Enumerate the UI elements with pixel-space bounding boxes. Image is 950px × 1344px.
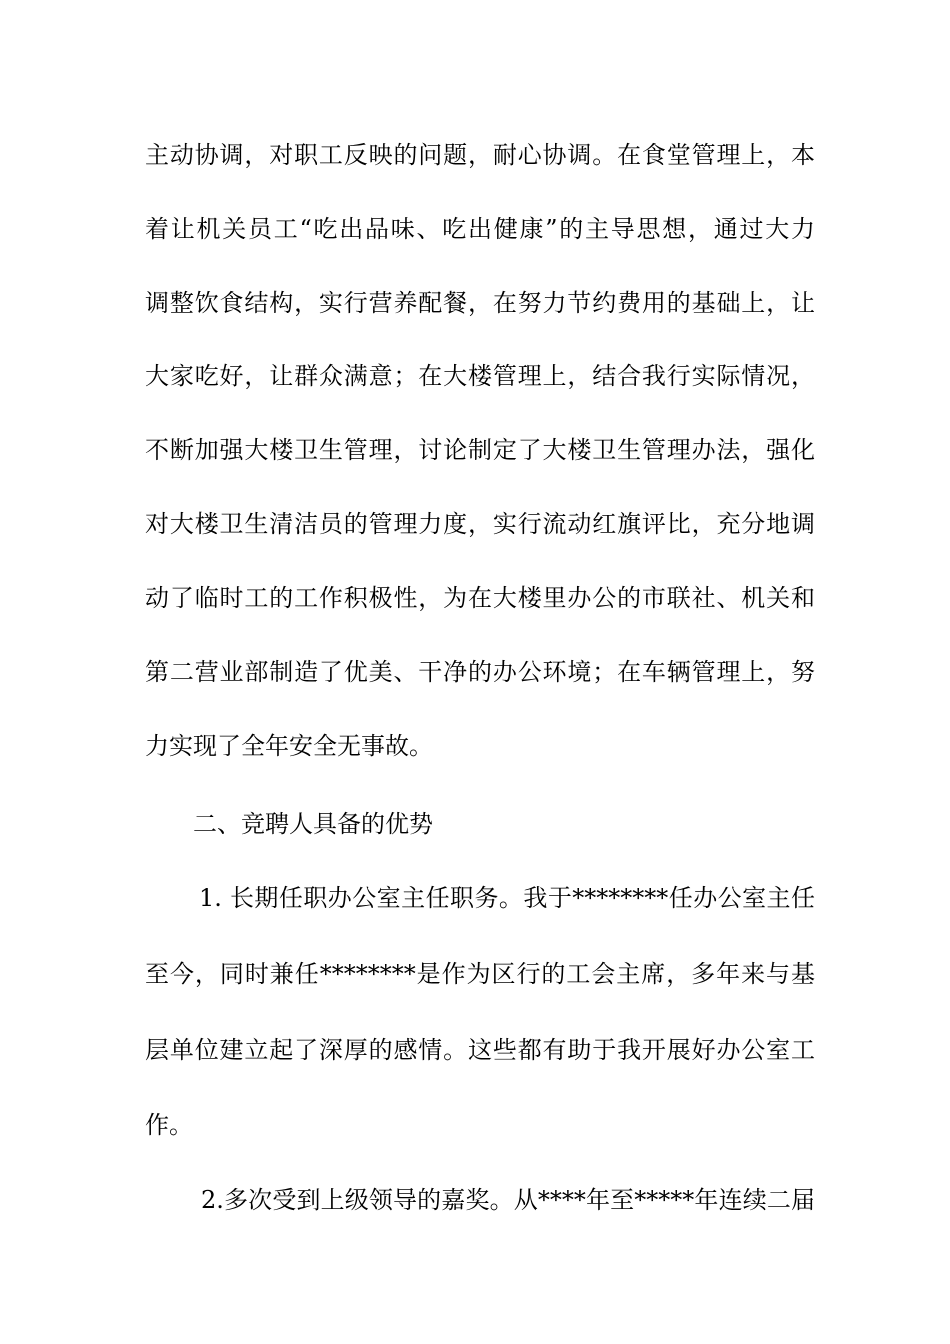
paragraph-line-9: 力实现了全年安全无事故。: [145, 732, 433, 760]
paragraph-line-5: 不断加强大楼卫生管理，讨论制定了大楼卫生管理办法，强化: [145, 436, 815, 464]
paragraph-line-2: 着让机关员工“吃出品味、吃出健康”的主导思想，通过大力: [145, 215, 815, 243]
paragraph-line-6: 对大楼卫生清洁员的管理力度，实行流动红旗评比，充分地调: [145, 510, 815, 538]
paragraph-line-4: 大家吃好，让群众满意；在大楼管理上，结合我行实际情况，: [145, 362, 815, 390]
item1-line-3: 层单位建立起了深厚的感情。这些都有助于我开展好办公室工: [145, 1036, 815, 1064]
item2-line-1: 2.多次受到上级领导的嘉奖。从****年至*****年连续二届: [201, 1186, 815, 1214]
paragraph-line-7: 动了临时工的工作积极性，为在大楼里办公的市联社、机关和: [145, 584, 815, 612]
item1-line-1: 1. 长期任职办公室主任职务。我于********任办公室主任: [199, 884, 815, 912]
item1-line-4: 作。: [145, 1111, 193, 1139]
item1-line-2: 至今，同时兼任********是作为区行的工会主席，多年来与基: [145, 960, 815, 988]
section-heading: 二、竞聘人具备的优势: [193, 810, 433, 838]
paragraph-line-1: 主动协调，对职工反映的问题，耐心协调。在食堂管理上，本: [145, 141, 815, 169]
paragraph-line-8: 第二营业部制造了优美、干净的办公环境；在车辆管理上，努: [145, 658, 815, 686]
paragraph-line-3: 调整饮食结构，实行营养配餐，在努力节约费用的基础上，让: [145, 289, 815, 317]
